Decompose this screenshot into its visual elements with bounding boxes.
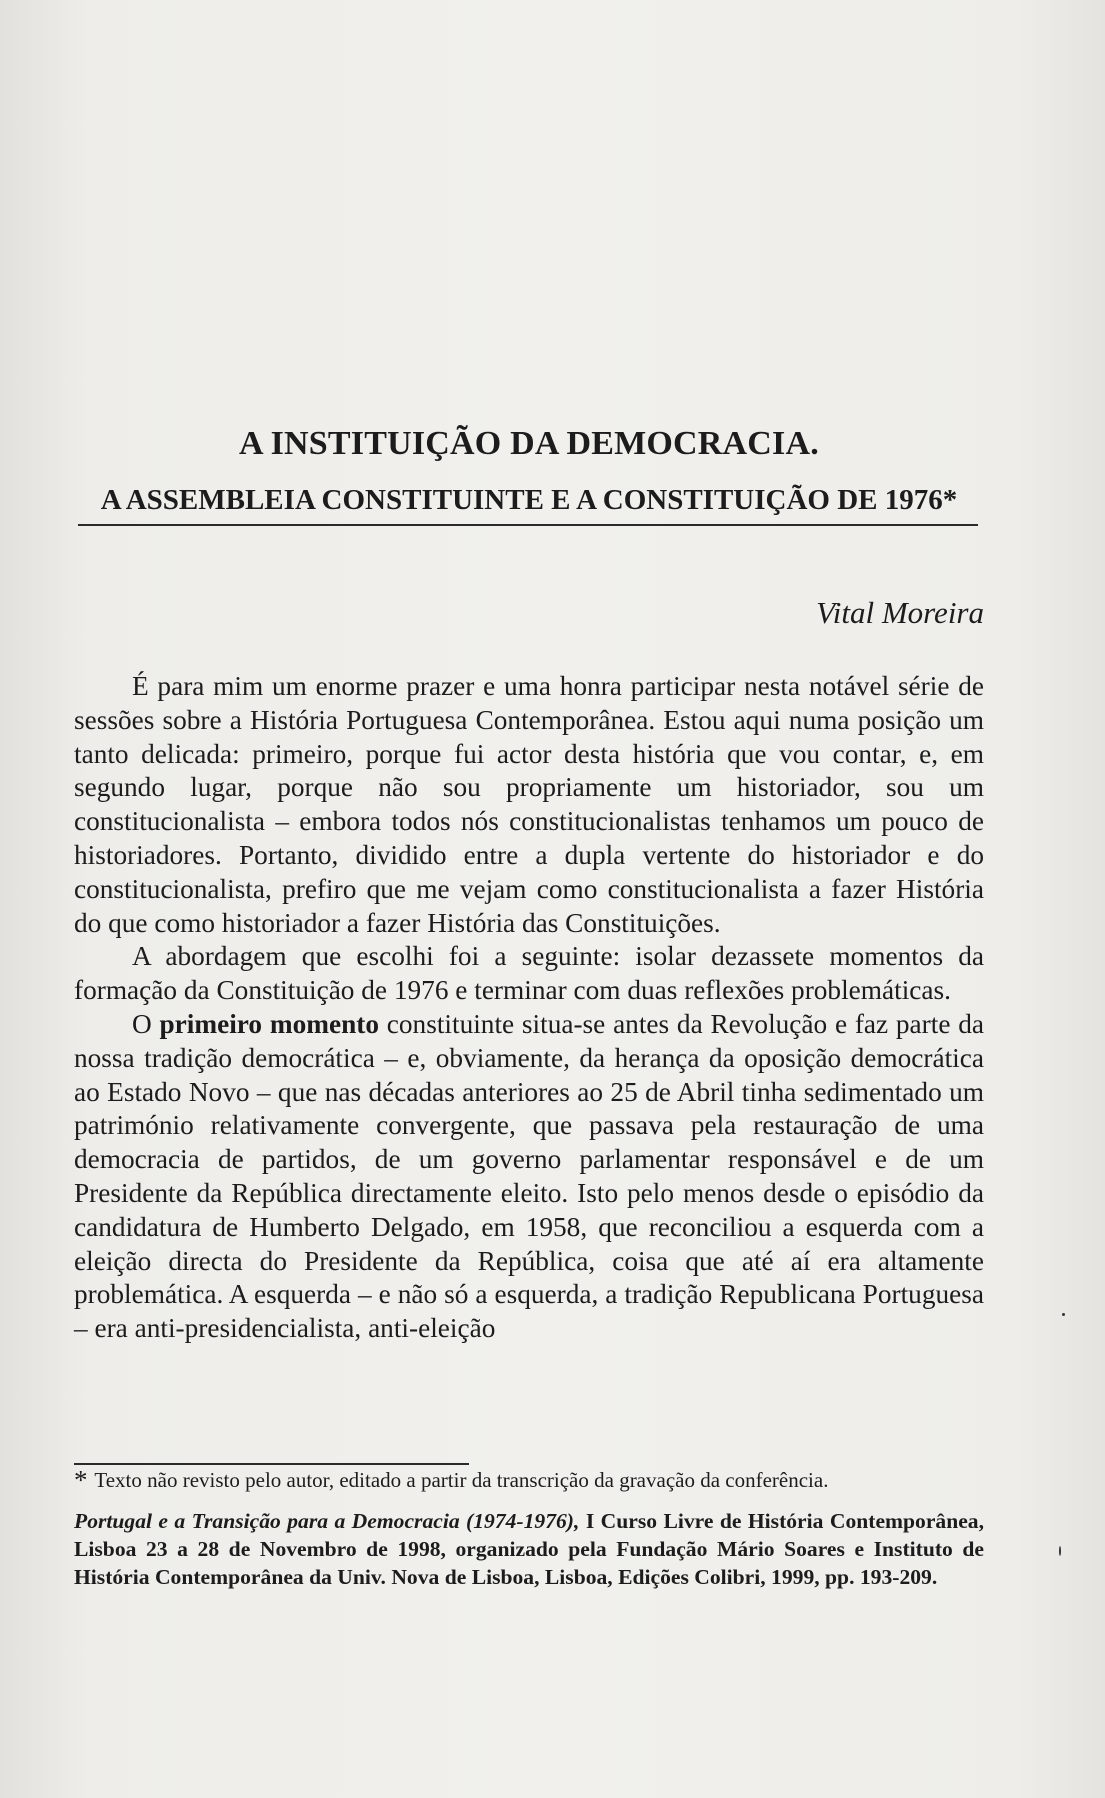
chapter-subtitle: A ASSEMBLEIA CONSTITUINTE E A CONSTITUIÇÃO DE 1976* <box>100 484 958 516</box>
footnote-text: Texto não revisto pelo autor, editado a partir da transcrição da gravação da conferência. <box>94 1468 829 1492</box>
paragraph-1: É para mim um enorme prazer e uma honra participar nesta notável série de sessões sobre a História Portuguesa Contemporânea. Estou aqui numa posição um tanto delicada: primeiro, porque fui actor desta história que vou contar, e, em segundo lugar, porque não sou propriamente um historiador, sou um constitucionalista – embora todos nós constitucionalistas tenhamos um pouco de historiadores. Portanto, dividido entre a dupla vertente do historiador e do constitucionalista, prefiro que me vejam como constitucionalista a fazer História do que como historiador a fazer História das Constituições. <box>74 671 984 938</box>
citation-details: I Curso Livre de História Contemporânea, Lisboa 23 a 28 de Novembro de 1998, organizado pela Fundação Mário Soares e Instituto de História Contemporânea da Univ. Nova de Lisboa, Lisboa, Edições Colibri, 1999, pp. 193-209. <box>74 1509 984 1589</box>
scan-speck <box>1059 1546 1061 1556</box>
paragraph-3 <box>74 1008 984 1346</box>
citation-title: Portugal e a Transição para a Democracia (1974-1976), <box>74 1509 580 1533</box>
body-text <box>74 670 984 1346</box>
paragraph-3-lead: O <box>132 1008 160 1039</box>
chapter-title: A INSTITUIÇÃO DA DEMOCRACIA. <box>239 425 819 462</box>
footnote-marker: * <box>74 1465 88 1495</box>
author-name: Vital Moreira <box>816 595 984 630</box>
paragraph-2: A abordagem que escolhi foi a seguinte: isolar dezassete momentos da formação da Constituição de 1976 e terminar com duas reflexões problemáticas. <box>74 941 984 1006</box>
footnote-separator <box>74 1463 469 1465</box>
paragraph-3-rest: constituinte situa-se antes da Revolução e faz parte da nossa tradição democrática – e, obviamente, da herança da oposição democrática ao Estado Novo – que nas décadas anteriores ao 25 de Abril tinha sedimentado um património relativamente convergente, que passava pela restauração de uma democracia de partidos, de um governo parlamentar responsável e de um Presidente da República directamente eleito. Isto pelo menos desde o episódio da candidatura de Humberto Delgado, em 1958, que reconciliou a esquerda com a eleição directa do Presidente da República, coisa que até aí era altamente problemática. A esquerda – e não só a esquerda, a tradição Republicana Portuguesa – era anti-presidencialista, anti-eleição <box>74 1008 984 1344</box>
title-underline <box>78 524 978 526</box>
bleed-through-text <box>72 170 1015 410</box>
paragraph-3-emphasis: primeiro momento <box>159 1008 380 1039</box>
source-citation <box>74 1507 984 1591</box>
footnote <box>74 1466 984 1494</box>
scan-speck <box>1062 1313 1065 1316</box>
